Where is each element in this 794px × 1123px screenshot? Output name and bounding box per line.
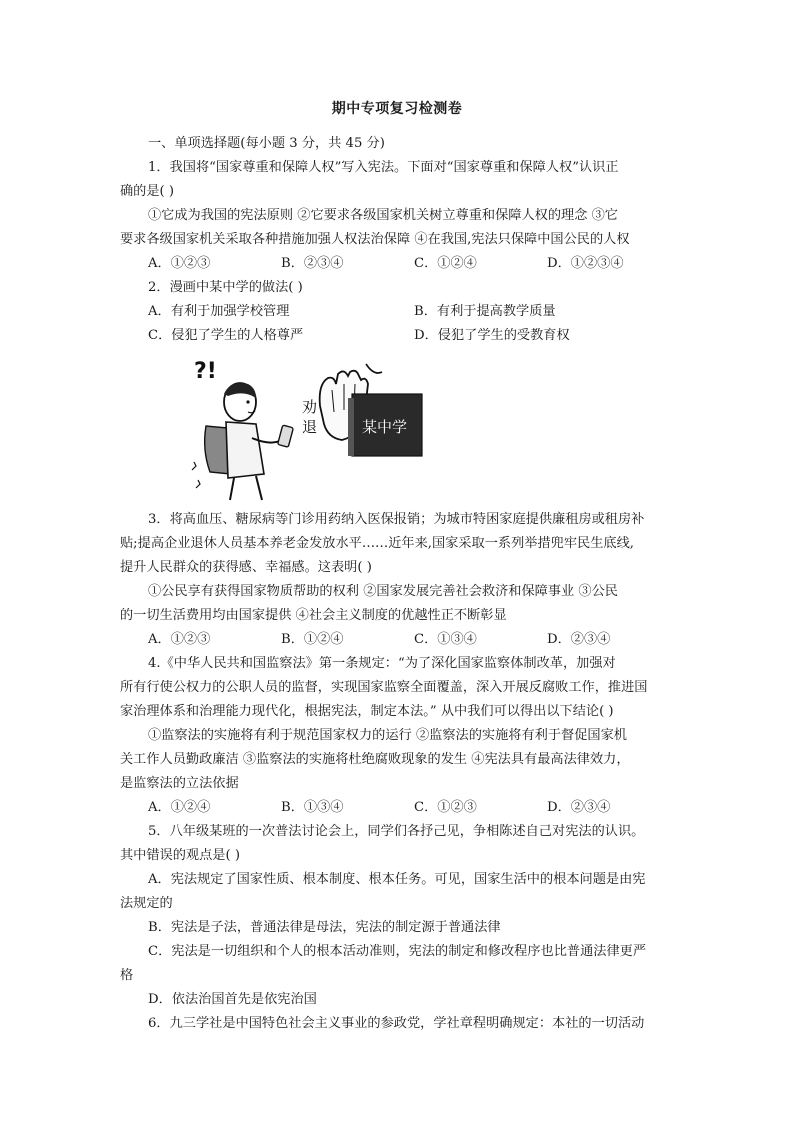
q5-option-c-line1: C．宪法是一切组织和个人的根本活动准则，宪法的制定和修改程序也比普通法律更严 [148,944,647,959]
q1-options [120,252,680,276]
q3-options [120,628,680,652]
motion-swoosh [366,364,382,373]
q4-option-a: A．①②④ [148,800,211,815]
confusion-marks: ?! [194,359,217,384]
q6-line1: 6．九三学社是中国特色社会主义事业的参政党，学社章程明确规定：本社的一切活动 [148,1016,645,1031]
q1-option-a: A．①②③ [148,256,211,271]
q2-options-row1 [120,300,680,324]
q3-option-a: A．①②③ [148,632,211,647]
q5-option-a-line1: A．宪法规定了国家性质、根本制度、根本任务。可见，国家生活中的根本问题是由宪 [148,872,646,887]
q4-option-b: B．①③④ [281,800,344,815]
q3-statement-line2: 的一切生活费用均由国家提供 ④社会主义制度的优越性正不断彰显 [120,608,507,623]
q3-option-b: B．①②④ [281,632,344,647]
q1-stem-line2: 确的是( ) [120,184,175,199]
q1-statement-line2: 要求各级国家机关采取各种措施加强人权法治保障 ④在我国,宪法只保障中国公民的人权 [120,232,630,247]
q1-stem-line1: 1．我国将“国家尊重和保障人权”写入宪法。下面对“国家尊重和保障人权”认识正 [148,160,619,175]
q3-option-d: D．②③④ [547,632,611,647]
school-sign-text: 某中学 [362,418,408,436]
sign-spine [348,398,354,456]
q2-option-b: B．有利于提高教学质量 [414,304,556,319]
page-title: 期中专项复习检测卷 [331,101,463,117]
q2-stem: 2．漫画中某中学的做法( ) [148,280,303,295]
q1-statement-line1: ①它成为我国的宪法原则 ②它要求各级国家机关树立尊重和保障人权的理念 ③它 [148,208,618,223]
q3-line1: 3．将高血压、糖尿病等门诊用药纳入医保报销；为城市特困家庭提供廉租房或租房补 [148,512,645,527]
cartoon-illustration [178,354,428,504]
q1-option-b: B．②③④ [281,256,344,271]
q3-statement-line1: ①公民享有获得国家物质帮助的权利 ②国家发展完善社会救济和保障事业 ③公民 [148,584,618,599]
phone-icon [278,425,294,447]
q3-line3: 提升人民群众的获得感、幸福感。这表明( ) [120,560,372,575]
q4-line3: 家治理体系和治理能力现代化，根据宪法，制定本法。” 从中我们可以得出以下结论( ) [120,704,614,719]
q5-option-a-line2: 法规定的 [120,896,173,911]
q5-line1: 5．八年级某班的一次普法讨论会上，同学们各抒己见，争相陈述自己对宪法的认识。 [148,824,645,839]
q3-line2: 贴;提高企业退休人员基本养老金发放水平……近年来,国家采取一系列举措兜牢民生底线, [120,536,634,551]
q2-option-c: C．侵犯了学生的人格尊严 [148,328,304,343]
q3-option-c: C．①③④ [414,632,477,647]
q4-line2: 所有行使公权力的公职人员的监督，实现国家监察全面覆盖，深入开展反腐败工作，推进国 [120,680,648,695]
label-quan: 劝 [302,398,318,416]
q5-option-b: B．宪法是子法，普通法律是母法，宪法的制定源于普通法律 [148,920,501,935]
q4-line1: 4.《中华人民共和国监察法》第一条规定：“为了深化国家监察体制改革，加强对 [148,656,616,671]
q2-options-row2 [120,324,680,348]
q2-option-a: A．有利于加强学校管理 [148,304,290,319]
q5-option-c-line2: 格 [120,968,134,983]
q4-options [120,796,680,820]
tremble-lines [192,462,200,488]
exam-content [120,132,680,1036]
q4-statement-line3: 是监察法的立法依据 [120,776,239,791]
q4-option-d: D．②③④ [547,800,611,815]
label-tui: 退 [302,418,318,436]
q4-option-c: C．①②③ [414,800,477,815]
student-eye [246,400,249,403]
student-legs [230,476,262,500]
q2-cartoon [120,354,680,504]
student-body [226,422,264,478]
section-heading: 一、单项选择题(每小题 3 分，共 45 分) [148,136,385,151]
q4-statement-line1: ①监察法的实施将有利于规范国家权力的运行 ②监察法的实施将有利于督促国家机 [148,728,627,743]
q2-option-d: D．侵犯了学生的受教育权 [414,328,570,343]
q4-statement-line2: 关工作人员勤政廉洁 ③监察法的实施将杜绝腐败现象的发生 ④宪法具有最高法律效力， [120,752,630,767]
q1-option-c: C．①②④ [414,256,477,271]
q5-line2: 其中错误的观点是( ) [120,848,240,863]
q5-option-d: D．依法治国首先是依宪治国 [148,992,317,1007]
q1-option-d: D．①②③④ [547,256,624,271]
